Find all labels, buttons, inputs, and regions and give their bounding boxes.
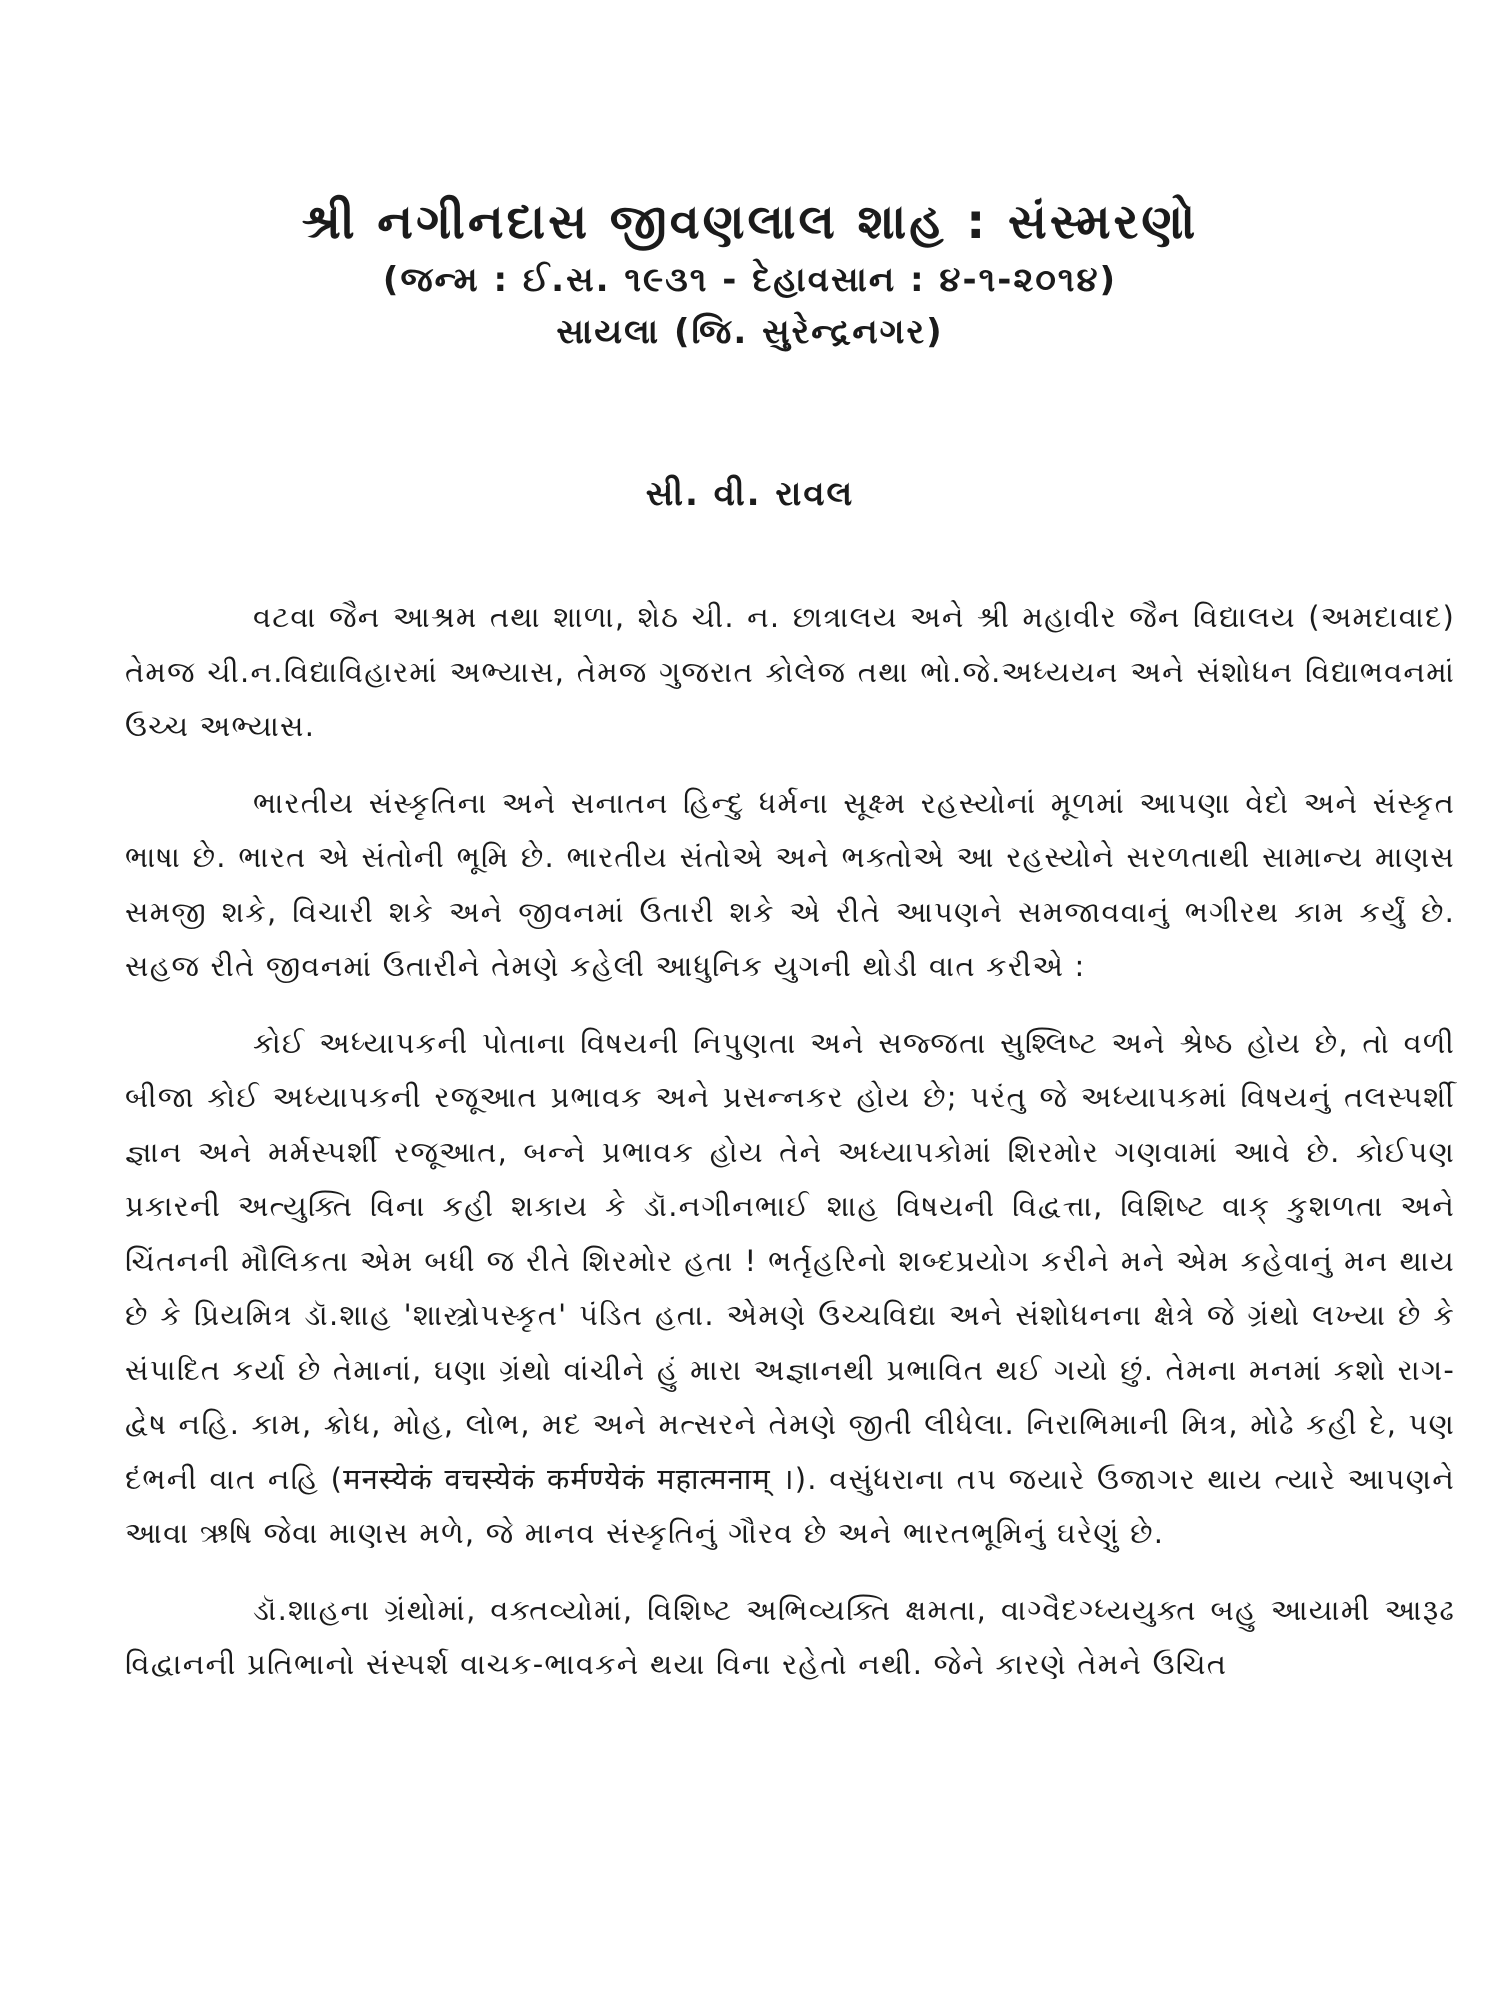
paragraph-3: કોઈ અધ્યાપકની પોતાના વિષયની નિપુણતા અને સજ્જતા સુશ્લિષ્ટ અને શ્રેષ્ઠ હોય છે, તો વળી બીજા કોઈ અધ્યાપકની રજૂઆત પ્રભાવક અને પ્રસન્નકર હોય છે; પરંતુ જે અધ્યાપકમાં વિષયનું તલસ્પર્શી જ્ઞાન અને મર્મસ્પર્શી રજૂઆત, બન્ને પ્રભાવક હોય તેને અધ્યાપકોમાં શિરમોર ગણવામાં આવે છે. કોઈપણ પ્રકારની અત્યુક્તિ વિના કહી શકાય કે ડૉ.નગીનભાઈ શાહ વિષયની વિદ્વત્તા, વિશિષ્ટ વાક્ કુશળતા અને ચિંતનની મૌલિકતા એમ બધી જ રીતે શિરમોર હતા ! ભર્તૃહરિનો શબ્દપ્રયોગ કરીને મને એમ કહેવાનું મન થાય છે કે પ્રિયમિત્ર ડૉ.શાહ 'શાસ્ત્રોપસ્કૃત' પંડિત હતા. એમણે ઉચ્ચવિદ્યા અને સંશોધનના ક્ષેત્રે જે ગ્રંથો લખ્યા છે કે સંપાદિત કર્યા છે તેમાનાં, ઘણા ગ્રંથો વાંચીને હું મારા અજ્ઞાનથી પ્રભાવિત થઈ ગયો છું. તેમના મનમાં કશો રાગ-દ્વેષ નહિ. કામ, ક્રોધ, મોહ, લોભ, મદ અને મત્સરને તેમણે જીતી લીધેલા. નિરાભિમાની મિત્ર, મોઢે કહી દે, પણ દંભની વાત નહિ (मनस्येकं वचस्येकं कर्मण्येकं महात्मनाम् ।). વસુંધરાના તપ જયારે ઉજાગર થાય ત્યારે આપણને આવા ઋષિ જેવા માણસ મળે, જે માનવ સંસ્કૃતિનું ગૌરવ છે અને ભારતભૂમિનું ઘરેણું છે. (125, 1025, 1455, 1550)
article-title: શ્રી નગીનદાસ જીવણલાલ શાહ : સંસ્મરણો (301, 194, 1199, 250)
article-body (125, 590, 1455, 1714)
author-name: સી. વી. રાવલ (645, 474, 855, 514)
article-header (0, 190, 1500, 358)
place-line: સાયલા (જિ. સુરેન્દ્રનગર) (556, 312, 944, 352)
birth-death-dates: (જન્મ : ઈ.સ. ૧૯૩૧ - દેહાવસાન : ૪-૧-૨૦૧૪) (382, 260, 1118, 300)
paragraph-1: વટવા જૈન આશ્રમ તથા શાળા, શેઠ ચી. ન. છાત્રાલય અને શ્રી મહાવીર જૈન વિદ્યાલય (અમદાવાદ) તેમજ ચી.ન.વિદ્યાવિહારમાં અભ્યાસ, તેમજ ગુજરાત કોલેજ તથા ભો.જે.અધ્યયન અને સંશોધન વિદ્યાભવનમાં ઉચ્ચ અભ્યાસ. (125, 600, 1455, 743)
paragraph-2: ભારતીય સંસ્કૃતિના અને સનાતન હિન્દુ ધર્મના સૂક્ષ્મ રહસ્યોનાં મૂળમાં આપણા વેદો અને સંસ્કૃત ભાષા છે. ભારત એ સંતોની ભૂમિ છે. ભારતીય સંતોએ અને ભક્તોએ આ રહસ્યોને સરળતાથી સામાન્ય માણસ સમજી શકે, વિચારી શકે અને જીવનમાં ઉતારી શકે એ રીતે આપણને સમજાવવાનું ભગીરથ કામ કર્યું છે. સહજ રીતે જીવનમાં ઉતારીને તેમણે કહેલી આધુનિક યુગની થોડી વાત કરીએ : (125, 785, 1455, 983)
paragraph-4: ડૉ.શાહના ગ્રંથોમાં, વક્તવ્યોમાં, વિશિષ્ટ અભિવ્યક્તિ ક્ષમતા, વાગ્વૈદગ્ધ્યયુક્ત બહુ આયામી આરૂઢ વિદ્વાનની પ્રતિભાનો સંસ્પર્શ વાચક-ભાવકને થયા વિના રહેતો નથી. જેને કારણે તેમને ઉચિત (125, 1592, 1455, 1681)
